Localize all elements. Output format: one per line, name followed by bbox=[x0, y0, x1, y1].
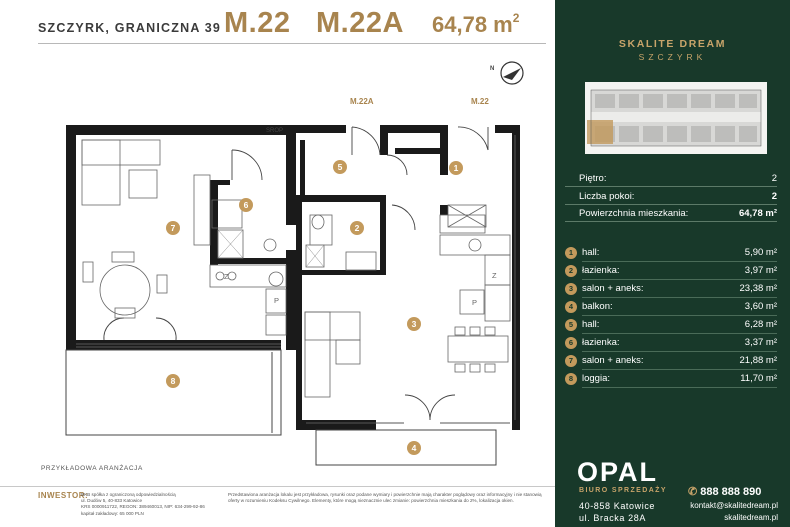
room-num-6: 6 bbox=[243, 200, 249, 210]
room-num-8: 8 bbox=[170, 376, 176, 386]
arrangement-note: PRZYKŁADOWA ARANŻACJA bbox=[41, 465, 143, 472]
sales-email-link[interactable]: kontakt@skalitedream.pl bbox=[690, 501, 778, 510]
room-row-1 bbox=[565, 246, 777, 261]
unit-code-primary: M.22 bbox=[224, 7, 291, 39]
room-row-name: łazienka: bbox=[582, 265, 620, 276]
room-row-3 bbox=[565, 282, 777, 297]
room-row-area: 5,90 m² bbox=[744, 247, 777, 258]
room-row-area: 21,88 m² bbox=[739, 355, 777, 366]
room-num-7: 7 bbox=[170, 223, 176, 233]
sales-phone[interactable] bbox=[688, 485, 761, 498]
label-z-2: Z bbox=[492, 271, 497, 280]
info-floor bbox=[579, 173, 777, 184]
phone-icon: ✆ bbox=[688, 486, 698, 498]
room-num-2: 2 bbox=[354, 223, 360, 233]
room-row-area: 11,70 m² bbox=[740, 373, 777, 384]
info-area-label: Powierzchnia mieszkania: bbox=[579, 208, 689, 219]
room-row-num: 8 bbox=[565, 373, 577, 385]
info-divider bbox=[565, 186, 777, 187]
unit-area-value: 64,78 m bbox=[432, 12, 513, 37]
room-row-7 bbox=[565, 354, 777, 369]
info-divider bbox=[565, 221, 777, 222]
investor-line: BKB spółka z ograniczoną odpowiedzialnością bbox=[81, 492, 176, 497]
info-area-value: 64,78 m² bbox=[738, 208, 777, 219]
room-row-area: 3,37 m² bbox=[744, 337, 777, 348]
investor-details bbox=[81, 492, 221, 517]
info-rooms-label: Liczba pokoi: bbox=[579, 191, 635, 202]
room-row-8 bbox=[565, 372, 777, 387]
info-floor-label: Piętro: bbox=[579, 173, 607, 184]
sales-phone-number: 888 888 890 bbox=[700, 486, 762, 498]
info-divider bbox=[565, 204, 777, 205]
room-row-area: 3,97 m² bbox=[744, 265, 777, 276]
office-address-city: 40-858 Katowice bbox=[579, 501, 656, 511]
room-row-area: 23,38 m² bbox=[739, 283, 777, 294]
compass-icon bbox=[490, 62, 523, 84]
room-row-num: 4 bbox=[565, 301, 577, 313]
label-srop: SROP bbox=[266, 128, 284, 134]
unit-area-sup: 2 bbox=[512, 10, 520, 25]
website-link[interactable]: skalitedream.pl bbox=[724, 513, 778, 522]
room-num-5: 5 bbox=[337, 162, 343, 172]
unit-code-secondary: M.22A bbox=[316, 7, 404, 39]
room-row-name: hall: bbox=[582, 247, 600, 258]
svg-text:N: N bbox=[490, 66, 495, 72]
room-row-name: hall: bbox=[582, 319, 600, 330]
furniture-m22a bbox=[82, 140, 286, 335]
investor-line: KRS 0000911722, REGON: 389460013, NIP: 634-299-92-86 bbox=[81, 504, 205, 510]
investor-line: ul. Dudów 5, 40-833 Katowice bbox=[81, 498, 143, 504]
info-area bbox=[579, 208, 777, 219]
label-p-2: P bbox=[472, 298, 478, 307]
key-plan-drawing bbox=[585, 82, 767, 154]
room-row-name: balkon: bbox=[582, 301, 613, 312]
floor-plan-drawing bbox=[0, 50, 555, 470]
room-row-2 bbox=[565, 264, 777, 279]
label-z-1: Z bbox=[224, 272, 229, 281]
office-address-street: ul. Bracka 28A bbox=[579, 513, 646, 523]
unit-area bbox=[432, 12, 519, 38]
info-rooms-value: 2 bbox=[771, 191, 777, 202]
room-row-name: łazienka: bbox=[582, 337, 620, 348]
loggia-outline bbox=[66, 350, 281, 435]
door-tag-m22a: M.22A bbox=[350, 97, 374, 106]
room-row-area: 3,60 m² bbox=[744, 301, 777, 312]
room-row-num: 1 bbox=[565, 247, 577, 259]
disclaimer: Przedstawiona aranżacja lokalu jest przykładowa, rysunki oraz podane wymiary i powierzchnie mają charakter poglądowy oraz informacyjny i nie stanowią oferty w rozumieniu Kodeksu Cywilnego. Elementy, które mogą nieznacznie ulec zmianie: powierzchnia mieszkania do 2%, lokalizacja okien. bbox=[228, 492, 542, 504]
footer-divider bbox=[0, 486, 555, 487]
room-row-num: 5 bbox=[565, 319, 577, 331]
info-panel bbox=[555, 0, 790, 527]
brand-title: SKALITE DREAM bbox=[618, 38, 727, 50]
room-num-4: 4 bbox=[411, 443, 417, 453]
investor-line: kapitał zakładowy: 65 000 PLN bbox=[81, 510, 144, 516]
room-row-num: 6 bbox=[565, 337, 577, 349]
room-row-name: salon + aneks: bbox=[582, 355, 644, 366]
room-row-6 bbox=[565, 336, 777, 351]
building-key-plan bbox=[585, 82, 767, 154]
sales-office-label: BIURO SPRZEDAŻY bbox=[579, 487, 667, 494]
room-row-4 bbox=[565, 300, 777, 315]
building-address: SZCZYRK, GRANICZNA 39 bbox=[38, 21, 222, 35]
header-divider bbox=[38, 43, 546, 44]
door-tag-m22: M.22 bbox=[471, 97, 489, 106]
floor-plan bbox=[0, 50, 555, 470]
room-row-name: loggia: bbox=[582, 373, 610, 384]
room-row-5 bbox=[565, 318, 777, 333]
info-floor-value: 2 bbox=[771, 173, 777, 184]
brand-subtitle: SZCZYRK bbox=[638, 52, 707, 62]
room-row-area: 6,28 m² bbox=[744, 319, 777, 330]
opal-logo: OPAL bbox=[577, 457, 658, 487]
investor-label: INWESTOR: bbox=[38, 491, 89, 500]
info-rooms bbox=[579, 191, 777, 202]
room-num-3: 3 bbox=[411, 319, 417, 329]
room-row-num: 2 bbox=[565, 265, 577, 277]
balcony-outline bbox=[316, 430, 496, 465]
furniture-m22 bbox=[305, 205, 510, 397]
room-row-num: 7 bbox=[565, 355, 577, 367]
label-p-1: P bbox=[274, 296, 280, 305]
room-row-num: 3 bbox=[565, 283, 577, 295]
room-row-name: salon + aneks: bbox=[582, 283, 644, 294]
room-num-1: 1 bbox=[453, 163, 459, 173]
